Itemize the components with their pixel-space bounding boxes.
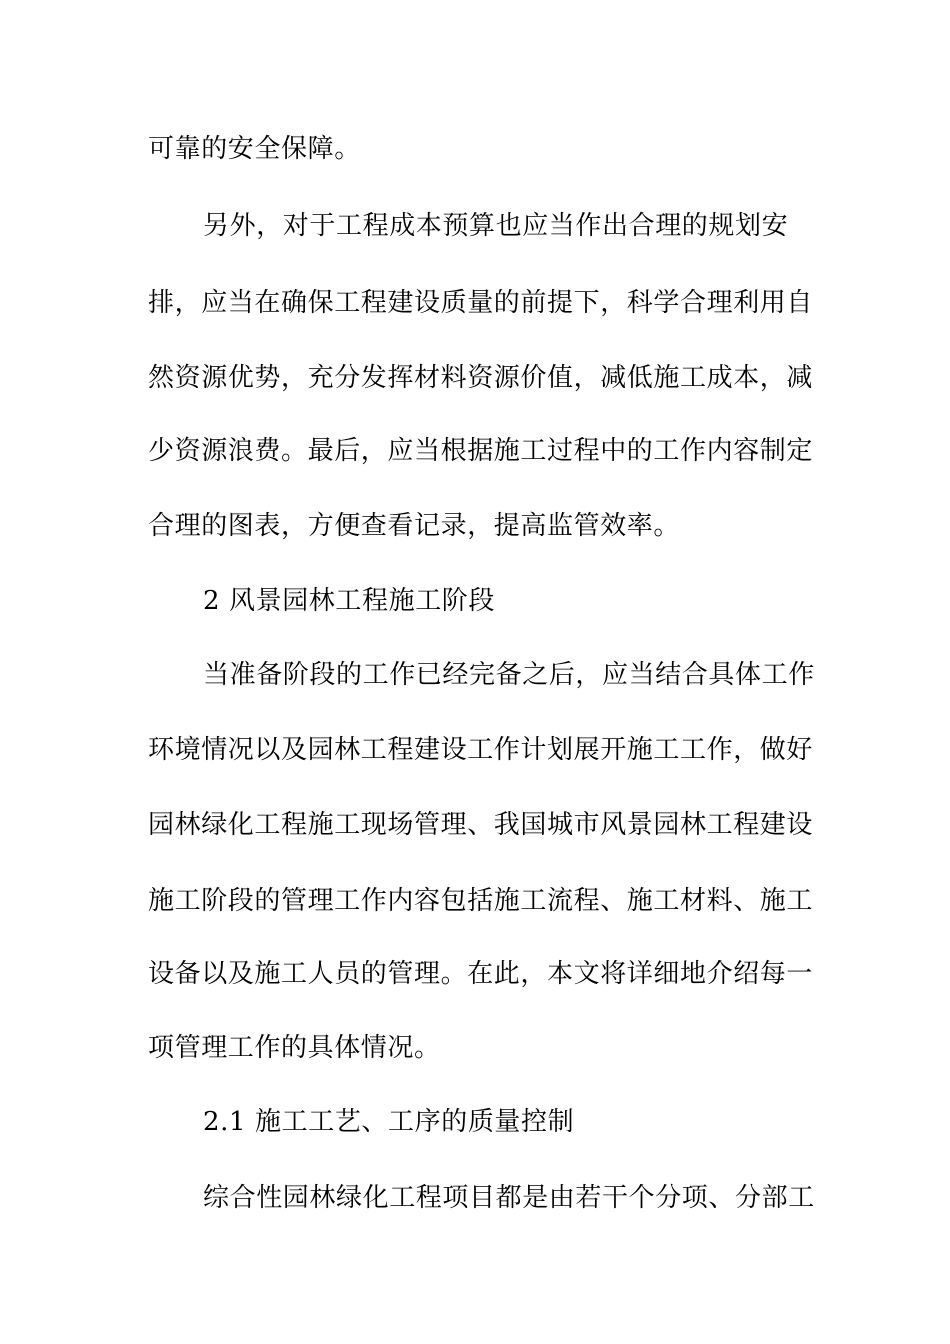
paragraph-line: 综合性园林绿化工程项目都是由若干个分项、分部工	[203, 1183, 815, 1213]
paragraph-line: 可靠的安全保障。	[148, 134, 361, 164]
paragraph-line: 然资源优势，充分发挥材料资源价值，减低施工成本，减	[148, 363, 814, 393]
paragraph-line: 合理的图表，方便查看记录，提高监管效率。	[148, 511, 681, 541]
paragraph-line: 园林绿化工程施工现场管理、我国城市风景园林工程建设	[148, 810, 814, 840]
section-heading: 2 风景园林工程施工阶段	[203, 586, 496, 616]
paragraph-line: 另外，对于工程成本预算也应当作出合理的规划安	[203, 211, 789, 241]
paragraph-line: 设备以及施工人员的管理。在此，本文将详细地介绍每一	[148, 959, 814, 989]
paragraph-line: 少资源浪费。最后，应当根据施工过程中的工作内容制定	[148, 436, 814, 466]
paragraph-line: 排，应当在确保工程建设质量的前提下，科学合理利用自	[148, 288, 814, 318]
paragraph-line: 项管理工作的具体情况。	[148, 1033, 441, 1063]
subsection-heading: 2.1 施工工艺、工序的质量控制	[203, 1107, 575, 1137]
paragraph-line: 环境情况以及园林工程建设工作计划展开施工工作，做好	[148, 735, 814, 765]
paragraph-line: 当准备阶段的工作已经完备之后，应当结合具体工作	[203, 660, 815, 690]
paragraph-line: 施工阶段的管理工作内容包括施工流程、施工材料、施工	[148, 886, 814, 916]
